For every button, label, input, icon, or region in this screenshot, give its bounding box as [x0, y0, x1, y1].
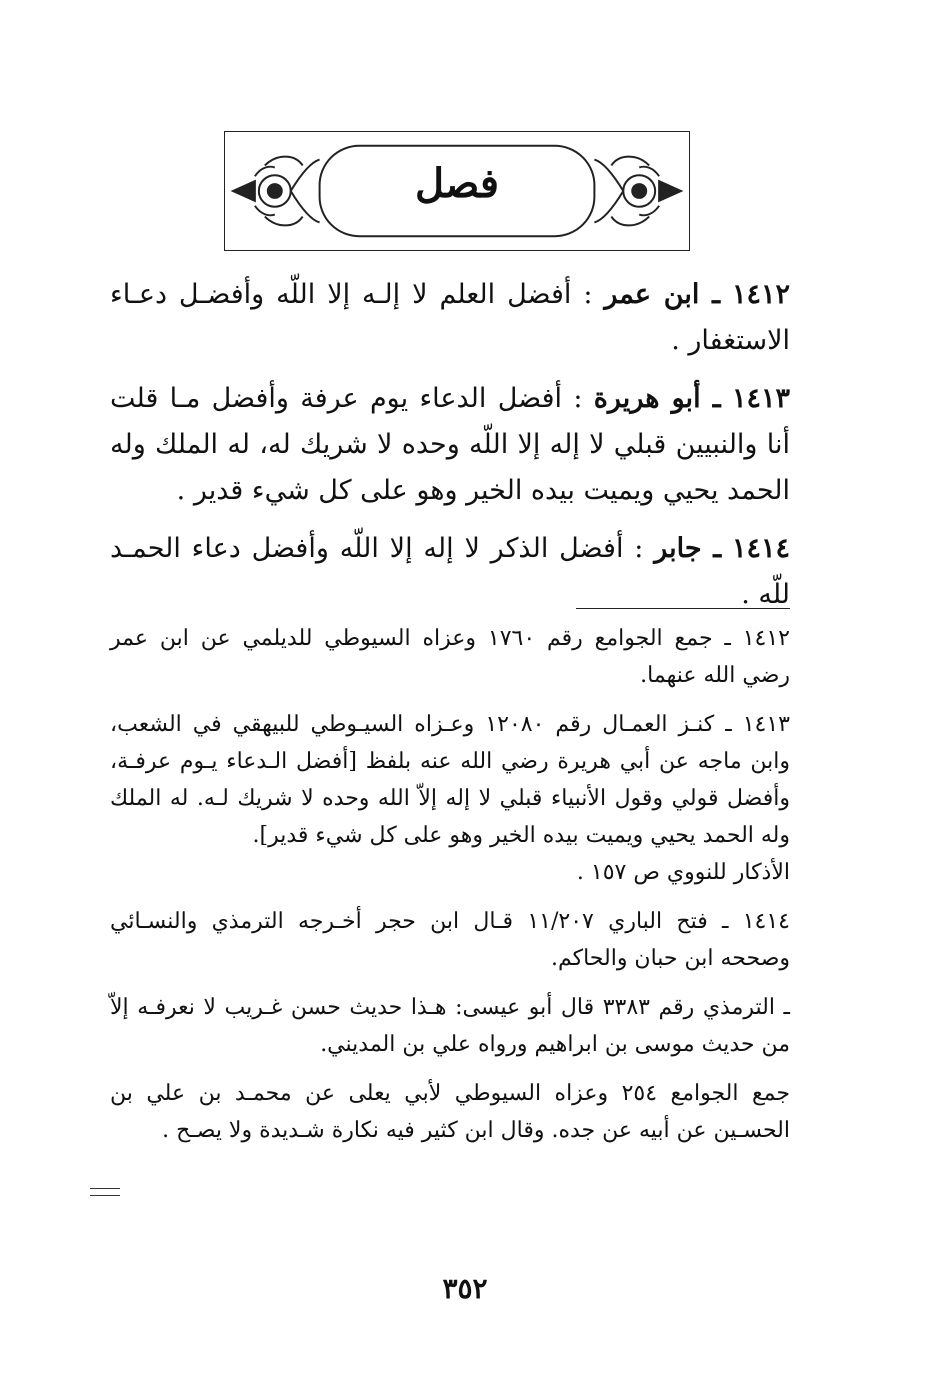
entry-narrator: أبو هريرة	[593, 383, 701, 414]
entry-text: أفضل الدعاء يوم عرفة وأفضل مـا قلت أنا والنبيين قبلي لا إله إلا اللّه وحده لا شريك له، له الملك وله الحمد يحيي ويميت بيده الخير وهو على كل شيء قدير .	[110, 383, 790, 506]
footnote-1414: ١٤١٤ ـ فتح الباري ١١/٢٠٧ قـال ابن حجر أخـرجه الترمذي والنسـائي وصححه ابن حبان والحاكم.	[110, 909, 790, 971]
section-title: فصل	[414, 160, 500, 207]
entry-narrator: جابر	[654, 533, 702, 564]
entry-1412: ١٤١٢ ـ ابن عمر : أفضل العلم لا إلـه إلا اللّه وأفضـل دعـاء الاستغفار .	[110, 279, 791, 356]
entry-1414: ١٤١٤ ـ جابر : أفضل الذكر لا إله إلا اللّه وأفضل دعاء الحمـد للّه .	[110, 533, 790, 610]
footnote-1412: ١٤١٢ ـ جمع الجوامع رقم ١٧٦٠ وعزاه السيوطي للديلمي عن ابن عمر رضي الله عنهما.	[110, 626, 790, 688]
entry-1413: ١٤١٣ ـ أبو هريرة : أفضل الدعاء يوم عرفة وأفضل مـا قلت أنا والنبيين قبلي لا إله إلا اللّه وحده لا شريك له، له الملك وله الحمد يحيي ويميت بيده الخير وهو على كل شيء قدير .	[110, 383, 790, 506]
footnote-tirmidhi: ـ الترمذي رقم ٣٣٨٣ قال أبو عيسى: هـذا حديث حسن غـريب لا نعرفـه إلاّ من حديث موسى بن ابراهيم ورواه علي بن المديني.	[110, 995, 790, 1057]
entry-narrator: ابن عمر	[604, 279, 700, 310]
footnote-jam-al-jawami: جمع الجوامع ٢٥٤ وعزاه السيوطي لأبي يعلى عن محمـد بن علي بن الحسـين عن أبيه عن جده. وقال ابن كثير فيه نكارة شـديدة ولا يصـح .	[110, 1081, 790, 1143]
main-text	[110, 272, 790, 630]
entry-text: أفضل العلم لا إلـه إلا اللّه وأفضـل دعـاء الاستغفار .	[110, 279, 790, 356]
footnote-1413: ١٤١٣ ـ كنـز العمـال رقم ١٢٠٨٠ وعـزاه السيـوطي للبيهقي في الشعب، وابن ماجه عن أبي هريرة رضي الله عنه بلفظ [أفضل الـدعاء يـوم عرفـة، وأفضل قولي وقول الأنبياء قبلي لا إله إلاّ الله وحده لا شريك لـه. له الملك وله الحمد يحيي ويميت بيده الخير وهو على كل شيء قدير].	[110, 712, 790, 848]
page-number: ٣٥٢	[442, 1272, 488, 1305]
footnotes	[110, 620, 790, 1161]
entry-number: ١٤١٣	[731, 383, 790, 414]
entry-number: ١٤١٤	[731, 533, 790, 564]
margin-mark	[90, 1188, 120, 1196]
footnote-1413-reference: الأذكار للنووي ص ١٥٧ .	[576, 860, 790, 885]
entry-number: ١٤١٢	[732, 279, 791, 310]
entry-text: أفضل الذكر لا إله إلا اللّه وأفضل دعاء الحمـد للّه .	[110, 533, 790, 610]
footnote-separator	[576, 608, 790, 609]
